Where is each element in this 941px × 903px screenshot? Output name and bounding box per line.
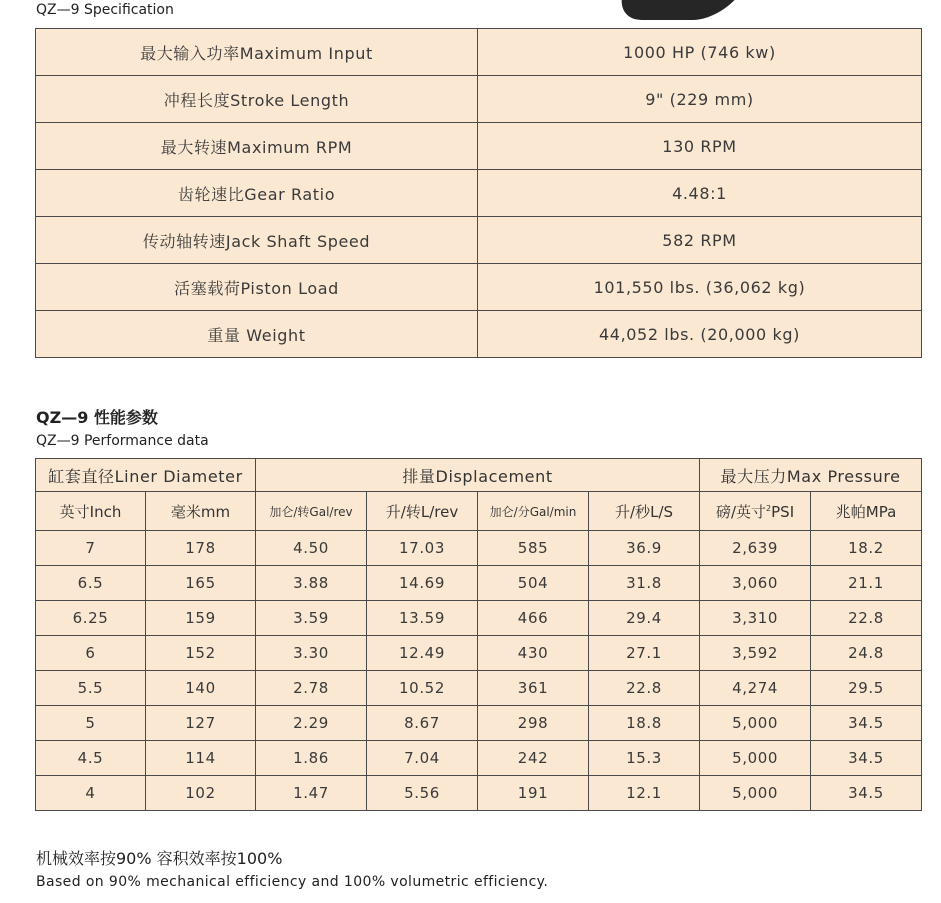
table-row — [36, 706, 922, 741]
table-cell: 1.47 — [256, 776, 367, 811]
table-cell: 2,639 — [700, 531, 811, 566]
l-s-header: 升/秒L/S — [589, 492, 700, 531]
table-cell: 298 — [478, 706, 589, 741]
max-pressure-header: 最大压力Max Pressure — [700, 459, 922, 492]
spec-label: 传动轴转速Jack Shaft Speed — [36, 217, 478, 264]
table-cell: 361 — [478, 671, 589, 706]
spec-label: 冲程长度Stroke Length — [36, 76, 478, 123]
table-cell: 36.9 — [589, 531, 700, 566]
table-cell: 1.86 — [256, 741, 367, 776]
table-cell: 18.2 — [811, 531, 922, 566]
table-cell: 6.5 — [36, 566, 146, 601]
table-cell: 165 — [146, 566, 256, 601]
table-cell: 3,060 — [700, 566, 811, 601]
gal-rev-header: 加仑/转Gal/rev — [256, 492, 367, 531]
table-cell: 22.8 — [589, 671, 700, 706]
l-rev-header: 升/转L/rev — [367, 492, 478, 531]
table-cell: 5,000 — [700, 706, 811, 741]
table-cell: 8.67 — [367, 706, 478, 741]
table-cell: 13.59 — [367, 601, 478, 636]
mpa-header: 兆帕MPa — [811, 492, 922, 531]
psi-prefix: 磅/英寸 — [715, 502, 767, 521]
table-cell: 3,310 — [700, 601, 811, 636]
performance-table — [35, 458, 922, 811]
table-cell: 31.8 — [589, 566, 700, 601]
spec-value: 9" (229 mm) — [478, 76, 922, 123]
spec-row — [36, 29, 922, 76]
table-cell: 2.78 — [256, 671, 367, 706]
spec-value: 44,052 lbs. (20,000 kg) — [478, 311, 922, 358]
table-cell: 12.49 — [367, 636, 478, 671]
table-cell: 24.8 — [811, 636, 922, 671]
table-cell: 5,000 — [700, 776, 811, 811]
spec-label: 齿轮速比Gear Ratio — [36, 170, 478, 217]
spec-value: 1000 HP (746 kw) — [478, 29, 922, 76]
efficiency-note-en: Based on 90% mechanical efficiency and 100% volumetric efficiency. — [36, 874, 549, 890]
psi-header — [700, 492, 811, 531]
spec-row — [36, 217, 922, 264]
displacement-header: 排量Displacement — [256, 459, 700, 492]
table-cell: 585 — [478, 531, 589, 566]
table-cell: 152 — [146, 636, 256, 671]
table-cell: 22.8 — [811, 601, 922, 636]
table-cell: 34.5 — [811, 776, 922, 811]
product-image-fragment — [612, 0, 752, 20]
table-cell: 34.5 — [811, 706, 922, 741]
liner-diameter-header: 缸套直径Liner Diameter — [36, 459, 256, 492]
table-cell: 114 — [146, 741, 256, 776]
table-cell: 6.25 — [36, 601, 146, 636]
table-row — [36, 601, 922, 636]
spec-label: 重量 Weight — [36, 311, 478, 358]
mm-header: 毫米mm — [146, 492, 256, 531]
table-cell: 3.59 — [256, 601, 367, 636]
gal-min-header: 加仑/分Gal/min — [478, 492, 589, 531]
table-cell: 6 — [36, 636, 146, 671]
table-cell: 140 — [146, 671, 256, 706]
spec-label: 最大转速Maximum RPM — [36, 123, 478, 170]
table-cell: 5.56 — [367, 776, 478, 811]
inch-header: 英寸Inch — [36, 492, 146, 531]
table-row — [36, 741, 922, 776]
spec-row — [36, 76, 922, 123]
table-row — [36, 566, 922, 601]
table-cell: 4 — [36, 776, 146, 811]
table-cell: 2.29 — [256, 706, 367, 741]
table-cell: 27.1 — [589, 636, 700, 671]
table-row — [36, 776, 922, 811]
spec-row — [36, 170, 922, 217]
table-cell: 3.88 — [256, 566, 367, 601]
table-cell: 127 — [146, 706, 256, 741]
spec-row — [36, 123, 922, 170]
spec-table — [35, 28, 922, 358]
table-cell: 18.8 — [589, 706, 700, 741]
table-cell: 3.30 — [256, 636, 367, 671]
table-cell: 191 — [478, 776, 589, 811]
table-cell: 5,000 — [700, 741, 811, 776]
table-cell: 10.52 — [367, 671, 478, 706]
table-cell: 4.5 — [36, 741, 146, 776]
perf-title-cn: QZ—9 性能参数 — [36, 408, 158, 427]
table-row — [36, 636, 922, 671]
group-header-row — [36, 459, 922, 492]
table-cell: 4.50 — [256, 531, 367, 566]
table-row — [36, 531, 922, 566]
table-cell: 242 — [478, 741, 589, 776]
spec-value: 130 RPM — [478, 123, 922, 170]
spec-row — [36, 264, 922, 311]
spec-title: QZ—9 Specification — [36, 2, 174, 18]
table-cell: 7.04 — [367, 741, 478, 776]
spec-value: 582 RPM — [478, 217, 922, 264]
table-cell: 5.5 — [36, 671, 146, 706]
spec-label: 最大输入功率Maximum Input — [36, 29, 478, 76]
table-cell: 4,274 — [700, 671, 811, 706]
table-cell: 12.1 — [589, 776, 700, 811]
table-cell: 5 — [36, 706, 146, 741]
performance-rows — [36, 531, 922, 811]
table-cell: 102 — [146, 776, 256, 811]
perf-title-en: QZ—9 Performance data — [36, 433, 209, 449]
table-cell: 21.1 — [811, 566, 922, 601]
table-cell: 29.4 — [589, 601, 700, 636]
table-cell: 466 — [478, 601, 589, 636]
efficiency-note-cn: 机械效率按90% 容积效率按100% — [36, 849, 283, 868]
table-cell: 430 — [478, 636, 589, 671]
table-cell: 7 — [36, 531, 146, 566]
psi-superscript: 2 — [766, 503, 772, 513]
table-cell: 504 — [478, 566, 589, 601]
spec-row — [36, 311, 922, 358]
table-cell: 178 — [146, 531, 256, 566]
table-cell: 17.03 — [367, 531, 478, 566]
table-cell: 29.5 — [811, 671, 922, 706]
table-cell: 15.3 — [589, 741, 700, 776]
table-cell: 14.69 — [367, 566, 478, 601]
table-cell: 3,592 — [700, 636, 811, 671]
spec-value: 101,550 lbs. (36,062 kg) — [478, 264, 922, 311]
spec-label: 活塞载荷Piston Load — [36, 264, 478, 311]
psi-suffix: PSI — [771, 502, 795, 521]
table-cell: 34.5 — [811, 741, 922, 776]
sub-header-row — [36, 492, 922, 531]
table-cell: 159 — [146, 601, 256, 636]
spec-value: 4.48:1 — [478, 170, 922, 217]
table-row — [36, 671, 922, 706]
